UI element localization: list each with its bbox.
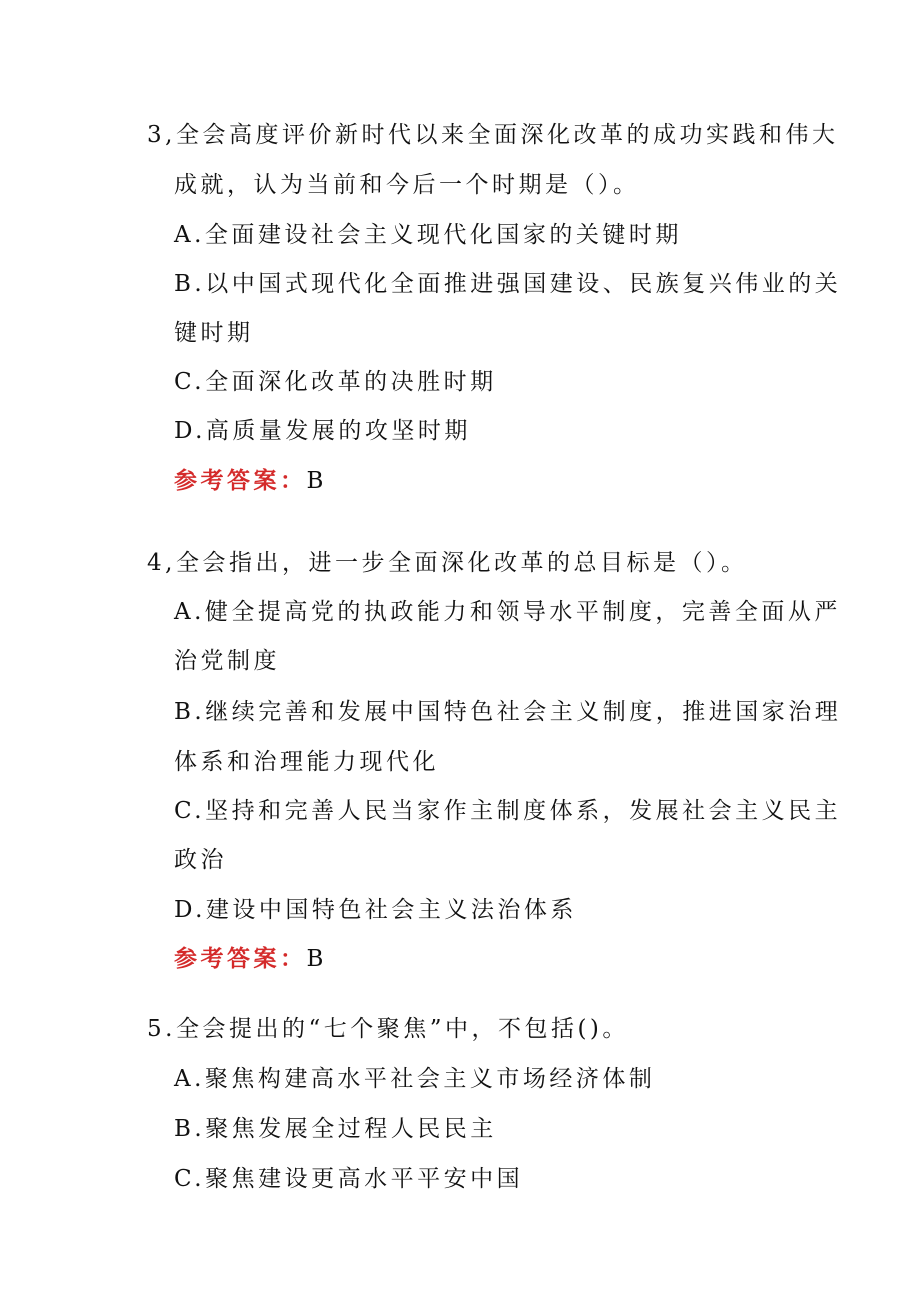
question-4-stem: 4,全会指出，进一步全面深化改革的总目标是（）。 [147,550,748,576]
question-3-option-d: D.高质量发展的攻坚时期 [174,418,471,444]
question-3-stem-line-1: 3,全会高度评价新时代以来全面深化改革的成功实践和伟大 [147,122,839,148]
question-3-option-a: A.全面建设社会主义现代化国家的关键时期 [174,222,682,248]
question-4-option-d: D.建设中国特色社会主义法治体系 [174,897,577,923]
question-5-option-c: C.聚焦建设更高水平平安中国 [174,1166,524,1192]
answer-value: B [306,946,327,972]
question-3-option-c: C.全面深化改革的决胜时期 [174,369,497,395]
question-4-option-b-line-1: B.继续完善和发展中国特色社会主义制度，推进国家治理 [174,699,842,725]
question-4-option-b-line-2: 体系和治理能力现代化 [174,749,439,775]
answer-value: B [306,468,327,494]
question-5-option-a: A.聚焦构建高水平社会主义市场经济体制 [174,1066,656,1092]
question-4-option-a-line-1: A.健全提高党的执政能力和领导水平制度，完善全面从严 [174,599,841,625]
question-3-option-b-line-2: 键时期 [174,320,254,346]
question-4-option-c-line-2: 政治 [174,847,227,873]
question-4-option-c-line-1: C.坚持和完善人民当家作主制度体系，发展社会主义民主 [174,798,842,824]
question-3-answer [174,466,327,496]
answer-label: 参考答案： [174,467,307,494]
question-5-option-b: B.聚焦发展全过程人民民主 [174,1116,497,1142]
question-3-option-b-line-1: B.以中国式现代化全面推进强国建设、民族复兴伟业的关 [174,271,842,297]
question-4-answer [174,944,327,974]
question-3-stem-line-2: 成就，认为当前和今后一个时期是（）。 [174,172,640,198]
question-4-option-a-line-2: 治党制度 [174,648,280,674]
answer-label: 参考答案： [174,945,307,972]
question-5-stem: 5.全会提出的“七个聚焦”中，不包括()。 [147,1016,629,1042]
